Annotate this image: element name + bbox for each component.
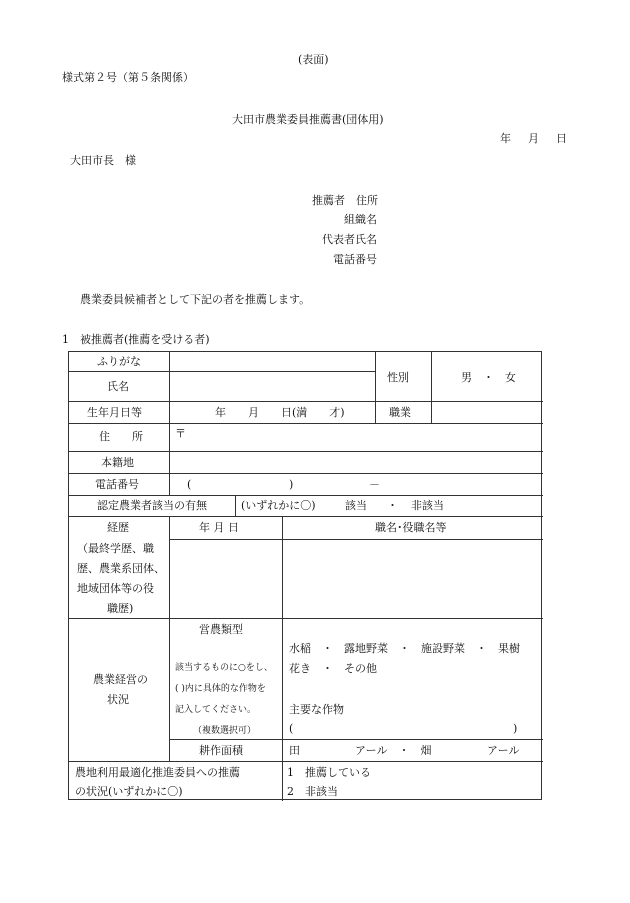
recommender-label: 推薦者 [312,194,345,207]
farm-instruction-1: 該当するものに○をし、 [175,663,273,673]
name-label: 氏名 [107,380,129,393]
address-label: 住 所 [99,430,143,443]
area-paddy-label: 田 [289,744,300,757]
main-crops-label: 主要な作物 [289,703,344,716]
rec-label-line-1: 農地利用最適化推進委員への推薦 [75,766,240,779]
addressee: 大田市長 様 [70,154,136,167]
furigana-label: ふりがな [97,355,141,368]
recommender-address-label: 住所 [356,194,378,207]
birth-value: 年 月 日(満 才) [215,406,345,419]
phone-close-paren: ) [289,478,294,491]
nominee-form-table [68,351,542,800]
occupation-label: 職業 [389,406,411,419]
section-title: 1 被推薦者(推薦を受ける者) [62,333,210,346]
statement: 農業委員候補者として下記の者を推薦します。 [80,293,311,306]
phone-dash: － [369,478,380,491]
crop-close-paren: ) [513,722,518,735]
farm-instruction-4: （複数選択可） [193,726,257,736]
farm-types-line-2: 花き ・ その他 [289,662,377,675]
certified-yes: 該当 [345,499,367,512]
rec-option-2: 2 非該当 [287,785,338,798]
postal-mark: 〒 [175,427,186,440]
rec-label-line-2: の状況(いずれかに〇) [75,785,183,798]
gender-options: 男 ・ 女 [461,371,516,384]
certified-note: (いずれかに〇) [241,499,316,512]
farm-label-line-2: 状況 [107,693,129,706]
career-desc-line-2: 歴、農業系団体、 [77,562,165,575]
date-year: 年 [500,132,511,145]
career-desc-line-3: 地域団体等の役 [77,582,154,595]
farm-type-label: 営農類型 [199,623,243,636]
rec-option-1: 1 推薦している [287,766,371,779]
farm-instruction-3: 記入してください。 [175,705,257,715]
phone-label: 電話番号 [95,478,139,491]
farm-label-line-1: 農業経営の [93,673,148,686]
phone-open-paren: ( [187,478,192,491]
career-desc-line-1: （最終学歴、職 [77,542,154,555]
page-side-label: (表面) [298,53,329,66]
career-date-header: 年 月 日 [199,521,239,534]
area-label: 耕作面積 [199,744,243,757]
career-desc-line-4: 職歴) [107,602,134,615]
date-month: 月 [528,132,539,145]
farm-types-line-1: 水稲 ・ 露地野菜 ・ 施設野菜 ・ 果樹 [289,642,520,655]
recommender-org-label: 組織名 [344,213,377,226]
farm-instruction-2: ( )内に具体的な作物を [175,684,266,694]
gender-label: 性別 [387,371,409,384]
birth-label: 生年月日等 [87,406,142,419]
date-day: 日 [556,132,567,145]
page-title: 大田市農業委員推薦書(団体用) [232,113,384,126]
recommender-phone-label: 電話番号 [333,253,377,266]
career-label: 経歴 [107,521,129,534]
area-are-label: アール [487,744,520,757]
recommender-rep-label: 代表者氏名 [322,233,377,246]
crop-open-paren: ( [289,722,294,735]
career-position-header: 職名･役職名等 [375,521,447,534]
domicile-label: 本籍地 [101,456,134,469]
certified-separator: ・ [387,499,398,512]
form-number: 様式第２号（第５条関係） [62,71,194,84]
area-are-field-label: アール ・ 畑 [355,744,432,757]
certified-label: 認定農業者該当の有無 [97,499,207,512]
certified-no: 非該当 [411,499,444,512]
